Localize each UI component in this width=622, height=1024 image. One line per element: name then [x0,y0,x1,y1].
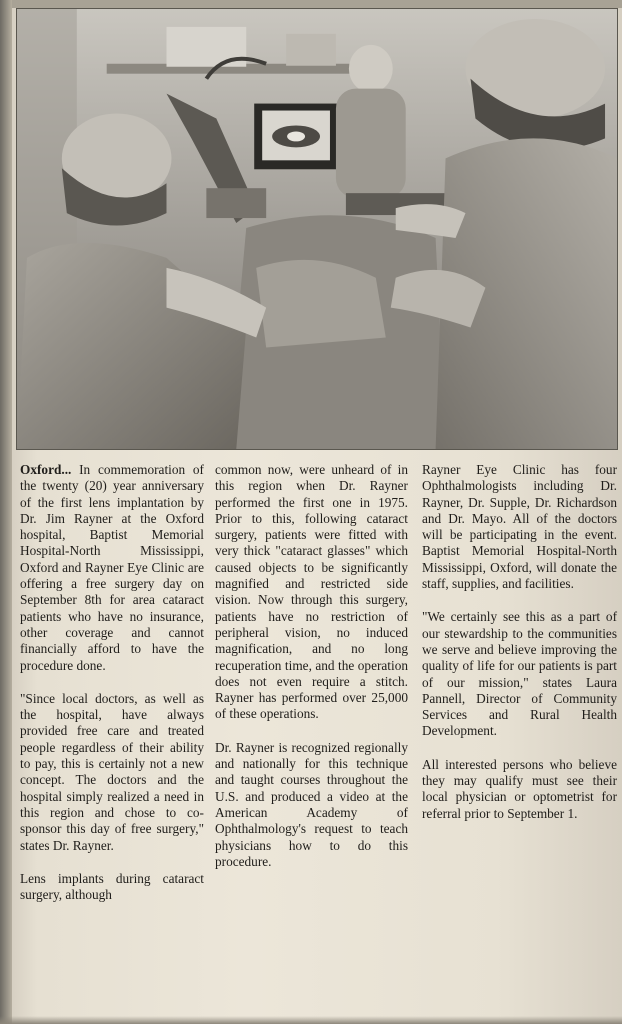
article-column-1 [20,462,204,920]
dateline: Oxford... [20,462,72,477]
article-paragraph: Rayner Eye Clinic has four Ophthalmologists including Dr. Rayner, Dr. Supple, Dr. Richardson and Dr. Mayo. All of the doctors will be participating in the event. Baptist Memorial Hospital-North Mississippi, Oxford, will donate the staff, supplies, and facilities. [422,462,617,592]
page-bottom-edge [0,1016,622,1024]
article-column-2 [215,462,408,887]
article-paragraph: Lens implants during cataract surgery, although [20,870,204,903]
article-paragraph: Dr. Rayner is recognized regionally and nationally for this technique and taught courses throughout the U.S. and produced a video at the American Academy of Ophthalmology's request to teach physicians how to do this procedure. [215,739,408,869]
article-body [0,462,622,1018]
article-paragraph: common now, were unheard of in this region when Dr. Rayner performed the first one in 1975. Prior to this, following cataract surgery, patients were fitted with very thick "cataract glasses" which caused objects to be significantly magnified and restricted side vision. Now through this surgery, patients have no restriction of peripheral vision, no induced magnification, and no long recuperation time, and the operation does not even require a stitch. Rayner has performed over 25,000 of these operations. [215,462,408,722]
paragraph-text: In commemoration of the twenty (20) year anniversary of the first lens implantation by Dr. Jim Rayner at the Oxford hospital, Baptist Memorial Hospital-North Mississippi, Oxford and Rayner Eye Clinic are offering a free surgery day on September 8th for area cataract patients who have no insurance, other coverage and cannot financially afford to have the procedure done. [20,462,204,673]
article-paragraph: All interested persons who believe they may qualify must see their local physician or optometrist for referral prior to September 1. [422,756,617,821]
surgery-photo-drawing [17,9,617,449]
article-paragraph [20,462,204,674]
article-paragraph: "Since local doctors, as well as the hospital, have always provided free care and treated people regardless of their ability to pay, this is certainly not a new concept. The doctors and the hospital simply realized a need in this region and chose to co-sponsor this day of free surgery," states Dr. Rayner. [20,690,204,853]
surgery-photo [16,8,618,450]
page-top-edge [0,0,622,8]
article-paragraph: "We certainly see this as a part of our stewardship to the communities we serve and believe improving the quality of life for our patients is part of our mission," states Laura Pannell, Director of Community Services and Rural Health Development. [422,609,617,739]
article-column-3 [422,462,617,839]
